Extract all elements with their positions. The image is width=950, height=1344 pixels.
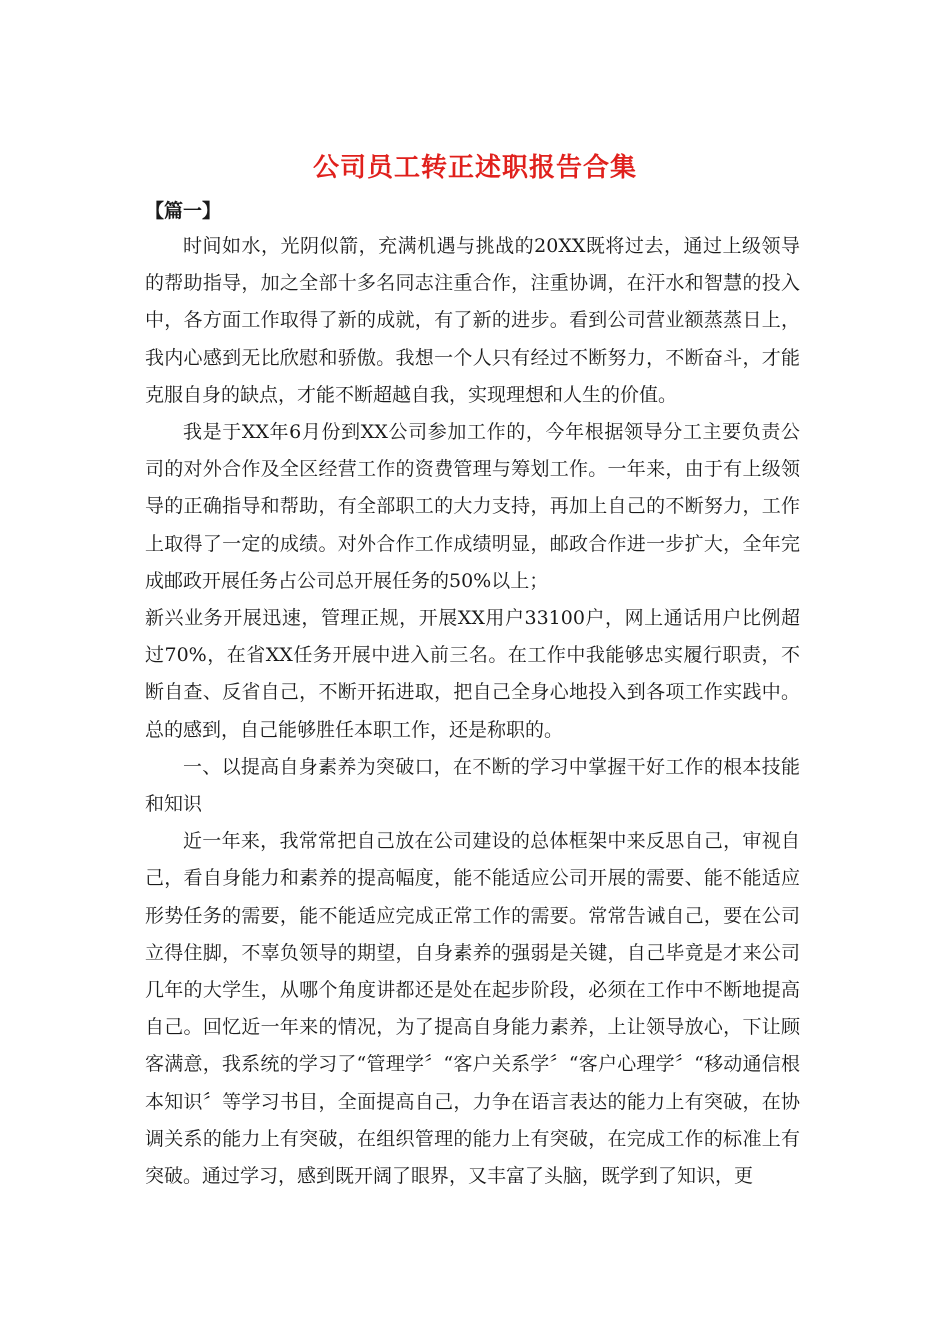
document-body	[145, 228, 800, 1195]
paragraph-self-improvement: 近一年来，我常常把自己放在公司建设的总体框架中来反思自己，审视自己，看自身能力和素养的提高幅度，能不能适应公司开展的需要、能不能适应形势任务的需要，能不能适应完成正常工作的需要。常常告诫自己，要在公司立得住脚，不辜负领导的期望，自身素养的强弱是关键，自己毕竟是才来公司几年的大学生，从哪个角度讲都还是处在起步阶段，必须在工作中不断地提高自己。回忆近一年来的情况，为了提高自身能力素养，上让领导放心，下让顾客满意，我系统的学习了“管理学〞“客户关系学〞“客户心理学〞“移动通信根本知识〞等学习书目，全面提高自己，力争在语言表达的能力上有突破，在协调关系的能力上有突破，在组织管理的能力上有突破，在完成工作的标准上有突破。通过学习，感到既开阔了眼界，又丰富了头脑，既学到了知识，更	[145, 830, 800, 1188]
paragraph-intro: 时间如水，光阴似箭，充满机遇与挑战的20XX既将过去，通过上级领导的帮助指导，加之全部十多名同志注重合作，注重协调，在汗水和智慧的投入中，各方面工作取得了新的成就，有了新的进步。看到公司营业额蒸蒸日上，我内心感到无比欣慰和骄傲。我想一个人只有经过不断努力，不断奋斗，才能克服自身的缺点，才能不断超越自我，实现理想和人生的价值。	[145, 235, 800, 406]
document-title: 公司员工转正述职报告合集	[312, 153, 637, 183]
paragraph-background: 我是于XX年6月份到XX公司参加工作的，今年根据领导分工主要负责公司的对外合作及全区经营工作的资费管理与筹划工作。一年来，由于有上级领导的正确指导和帮助，有全部职工的大力支持，再加上自己的不断努力，工作上取得了一定的成绩。对外合作工作成绩明显，邮政合作进一步扩大，全年完成邮政开展任务占公司总开展任务的50%以上；	[145, 421, 800, 592]
paragraph-achievements: 新兴业务开展迅速，管理正规，开展XX用户33100户，网上通话用户比例超过70%，在省XX任务开展中进入前三名。在工作中我能够忠实履行职责，不断自查、反省自己，不断开拓进取，把自己全身心地投入到各项工作实践中。总的感到，自己能够胜任本职工作，还是称职的。	[145, 607, 800, 741]
section-label: 【篇一】	[145, 200, 222, 222]
section-heading-1: 一、以提高自身素养为突破口，在不断的学习中掌握干好工作的根本技能和知识	[145, 755, 800, 816]
